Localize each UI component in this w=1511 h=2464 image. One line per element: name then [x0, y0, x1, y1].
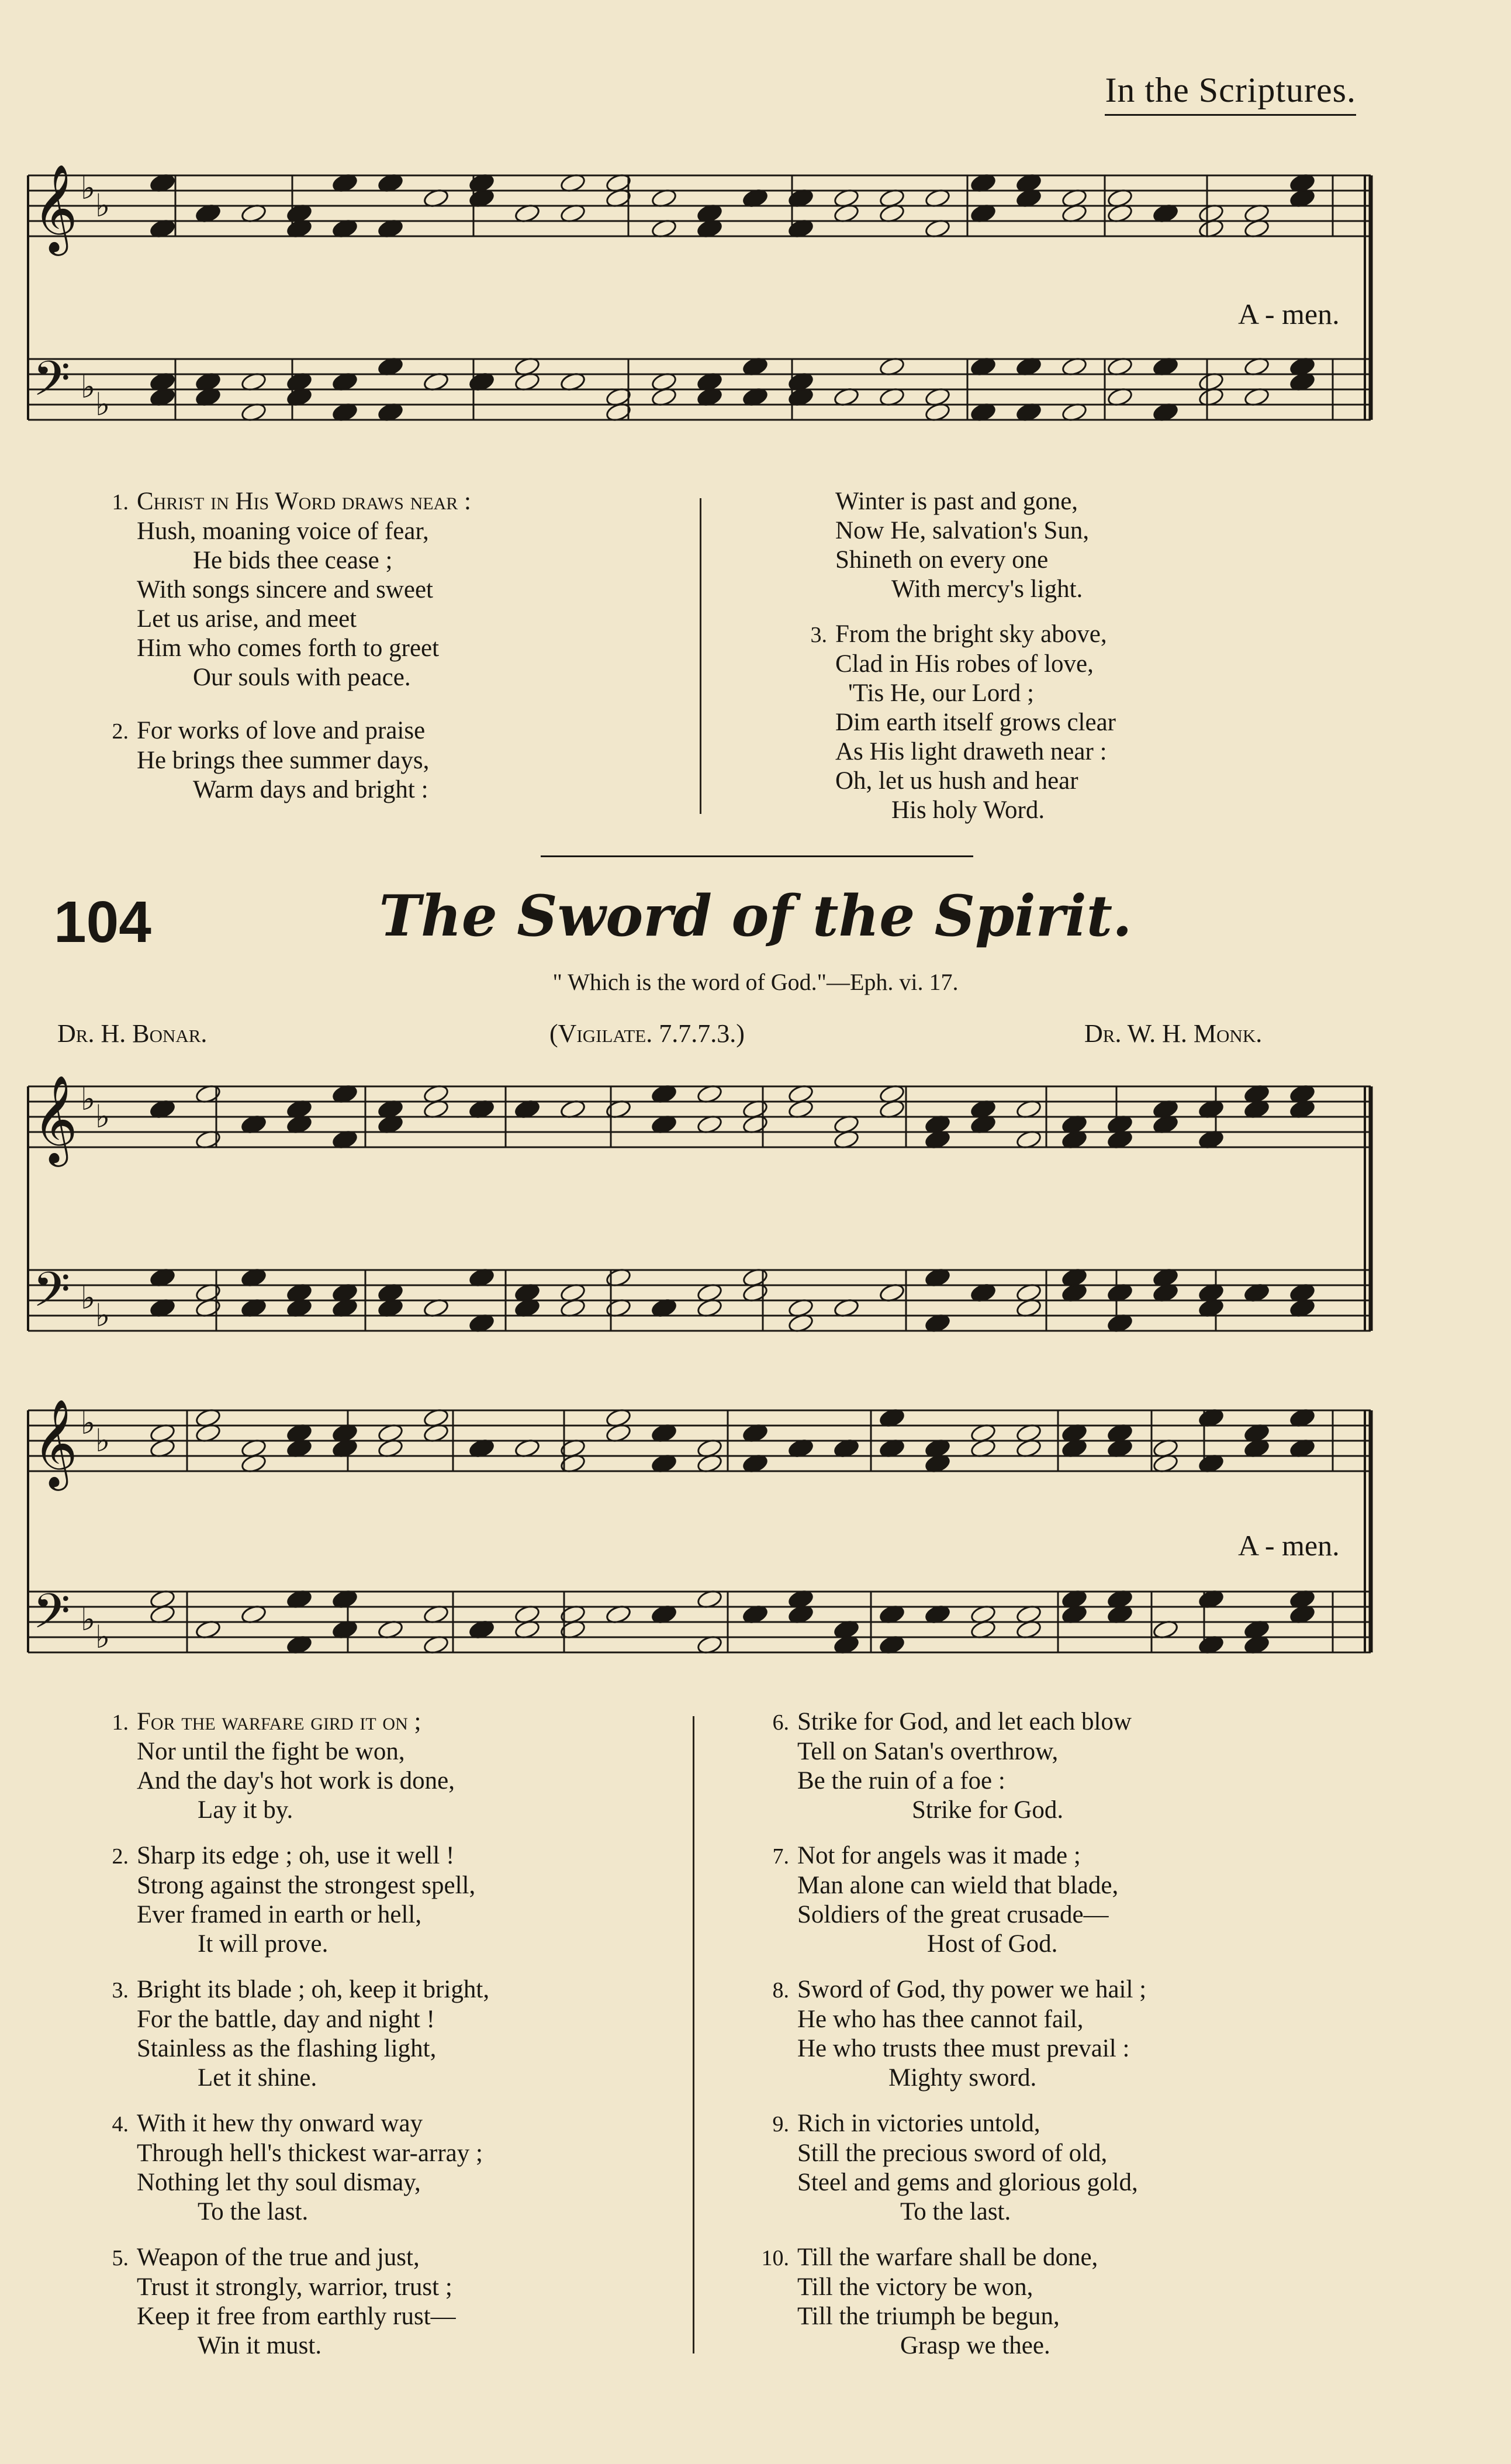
- verse-line: And the day's hot work is done,: [137, 1767, 455, 1794]
- verse-line: Strong against the strongest spell,: [137, 1872, 476, 1899]
- verse-number: 1.: [112, 1710, 129, 1735]
- running-head: In the Scriptures.: [1105, 70, 1356, 116]
- verse-line: Oh, let us hush and hear: [835, 767, 1078, 795]
- verse-line: For the warfare gird it on ;: [137, 1708, 421, 1735]
- verse-4: [94, 2109, 489, 2227]
- verse-line: It will prove.: [198, 1930, 329, 1958]
- hymn-amen: A - men.: [1238, 1529, 1340, 1562]
- verse-line: Now He, salvation's Sun,: [835, 517, 1090, 544]
- verse-line: With mercy's light.: [891, 575, 1083, 603]
- verse-line: Winter is past and gone,: [835, 488, 1078, 515]
- verse-line: Dim earth itself grows clear: [835, 709, 1116, 736]
- verse-2: [94, 1841, 489, 1959]
- verse-line: Sword of God, thy power we hail ;: [797, 1976, 1147, 2003]
- svg-text:♭: ♭: [95, 187, 110, 224]
- verse-number: 10.: [761, 2246, 789, 2270]
- verse-line: Let it shine.: [198, 2064, 317, 2092]
- top-verse-2-cont: [792, 487, 1089, 604]
- verse-line: Lay it by.: [198, 1796, 293, 1824]
- verse-line: To the last.: [198, 2198, 309, 2225]
- svg-text:♭: ♭: [95, 1618, 110, 1655]
- verse-line: Weapon of the true and just,: [137, 2244, 420, 2271]
- verse-line: Bright its blade ; oh, keep it bright,: [137, 1976, 490, 2003]
- verse-line: Keep it free from earthly rust—: [137, 2303, 456, 2330]
- verse-line: Our souls with peace.: [193, 664, 411, 691]
- verse-number: 8.: [772, 1978, 789, 2003]
- verse-line: He who trusts thee must prevail :: [797, 2035, 1130, 2062]
- verse-line: Let us arise, and meet: [137, 605, 357, 633]
- verse-line: Shineth on every one: [835, 546, 1049, 574]
- composer: Dr. W. H. Monk.: [1084, 1019, 1263, 1048]
- svg-text:♭: ♭: [95, 386, 110, 423]
- verse-line: Stainless as the flashing light,: [137, 2035, 437, 2062]
- column-divider: [693, 1716, 694, 2353]
- verse-line: Steel and gems and glorious gold,: [797, 2169, 1138, 2196]
- svg-text:♭: ♭: [81, 1081, 96, 1117]
- verse-line: With it hew thy onward way: [137, 2110, 423, 2137]
- verse-line: Sharp its edge ; oh, use it well !: [137, 1842, 455, 1869]
- verse-line: He who has thee cannot fail,: [797, 2006, 1084, 2033]
- verse-line: He brings thee summer days,: [137, 747, 430, 774]
- svg-text:♭: ♭: [81, 368, 96, 405]
- verse-number: 2.: [112, 1844, 129, 1869]
- top-verse-2: [94, 716, 429, 805]
- svg-text:𝄢: 𝄢: [33, 1261, 71, 1330]
- verse-line: Clad in His robes of love,: [835, 650, 1094, 678]
- column-divider: [700, 498, 701, 814]
- verse-line: Christ in His Word draws near :: [137, 488, 471, 515]
- verse-line: Not for angels was it made ;: [797, 1842, 1081, 1869]
- verse-number: 6.: [772, 1710, 789, 1735]
- svg-text:♭: ♭: [81, 1601, 96, 1638]
- svg-text:♭: ♭: [81, 1279, 96, 1316]
- verse-number: 1.: [112, 490, 129, 515]
- verse-line: Ever framed in earth or hell,: [137, 1901, 422, 1928]
- verse-number: 4.: [112, 2112, 129, 2137]
- verse-line: Till the triumph be begun,: [797, 2303, 1060, 2330]
- verse-line: Nor until the fight be won,: [137, 1738, 405, 1765]
- verse-6: [754, 1707, 1146, 1825]
- verse-number: 3.: [810, 623, 827, 647]
- verse-line: Till the warfare shall be done,: [797, 2244, 1098, 2271]
- verse-5: [94, 2243, 489, 2361]
- verse-line: Trust it strongly, warrior, trust ;: [137, 2273, 452, 2301]
- verse-line: For works of love and praise: [137, 717, 426, 744]
- verse-number: 3.: [112, 1978, 129, 2003]
- verse-line: Mighty sword.: [888, 2064, 1037, 2092]
- verse-line: Strike for God, and let each blow: [797, 1708, 1132, 1735]
- svg-text:𝄢: 𝄢: [33, 1583, 71, 1651]
- verse-number: 9.: [772, 2112, 789, 2137]
- svg-text:𝄢: 𝄢: [33, 350, 71, 419]
- svg-text:♭: ♭: [95, 1297, 110, 1334]
- verse-line: Man alone can wield that blade,: [797, 1872, 1119, 1899]
- verse-number: 7.: [772, 1844, 789, 1869]
- verse-line: For the battle, day and night !: [137, 2006, 435, 2033]
- top-verse-3: [792, 620, 1116, 825]
- verse-line: 'Tis He, our Lord ;: [848, 679, 1034, 707]
- svg-text:𝄞: 𝄞: [33, 163, 78, 252]
- verse-line: Be the ruin of a foe :: [797, 1767, 1005, 1794]
- author: Dr. H. Bonar.: [57, 1019, 208, 1048]
- verse-line: Hush, moaning voice of fear,: [137, 517, 429, 545]
- verse-line: Warm days and bright :: [193, 776, 428, 803]
- hymn-number: 104: [54, 889, 151, 955]
- svg-text:𝄞: 𝄞: [33, 1398, 78, 1487]
- svg-text:𝄞: 𝄞: [33, 1074, 78, 1163]
- hymn-verses-left: [94, 1707, 489, 2361]
- svg-text:♭: ♭: [81, 170, 96, 206]
- verse-line: His holy Word.: [891, 796, 1045, 824]
- verse-line: Strike for God.: [912, 1796, 1064, 1824]
- hymn-verses-right: [754, 1707, 1146, 2361]
- verse-line: Nothing let thy soul dismay,: [137, 2169, 421, 2196]
- verse-line: Rich in victories untold,: [797, 2110, 1040, 2137]
- verse-line: Him who comes forth to greet: [137, 634, 440, 662]
- verse-line: Till the victory be won,: [797, 2273, 1033, 2301]
- verse-line: Still the precious sword of old,: [797, 2139, 1108, 2167]
- verse-line: From the bright sky above,: [835, 620, 1107, 648]
- svg-text:♭: ♭: [95, 1422, 110, 1459]
- top-amen: A - men.: [1238, 298, 1340, 330]
- hymn-title: The Sword of the Spirit.: [379, 883, 1132, 949]
- verse-line: Win it must.: [198, 2332, 322, 2359]
- verse-line: Grasp we thee.: [900, 2332, 1050, 2359]
- verse-8: [754, 1975, 1146, 2093]
- verse-line: Soldiers of the great crusade—: [797, 1901, 1109, 1928]
- verse-line: To the last.: [900, 2198, 1011, 2225]
- svg-text:♭: ♭: [95, 1098, 110, 1135]
- verse-3: [94, 1975, 489, 2093]
- verse-7: [754, 1841, 1146, 1959]
- verse-line: Tell on Satan's overthrow,: [797, 1738, 1059, 1765]
- svg-text:♭: ♭: [81, 1404, 96, 1441]
- verse-line: Host of God.: [927, 1930, 1058, 1958]
- top-verse-1: [94, 487, 471, 692]
- verse-line: With songs sincere and sweet: [137, 576, 433, 603]
- section-divider: [541, 855, 973, 857]
- verse-line: He bids thee cease ;: [193, 547, 393, 574]
- verse-line: As His light draweth near :: [835, 738, 1107, 765]
- verse-number: 2.: [112, 719, 129, 744]
- verse-9: [754, 2109, 1146, 2227]
- verse-1: [94, 1707, 489, 1825]
- tune-name: (Vigilate. 7.7.7.3.): [549, 1019, 745, 1048]
- verse-10: [754, 2243, 1146, 2361]
- epigraph: " Which is the word of God."—Eph. vi. 17.: [552, 969, 959, 995]
- verse-number: 5.: [112, 2246, 129, 2270]
- verse-line: Through hell's thickest war-array ;: [137, 2139, 483, 2167]
